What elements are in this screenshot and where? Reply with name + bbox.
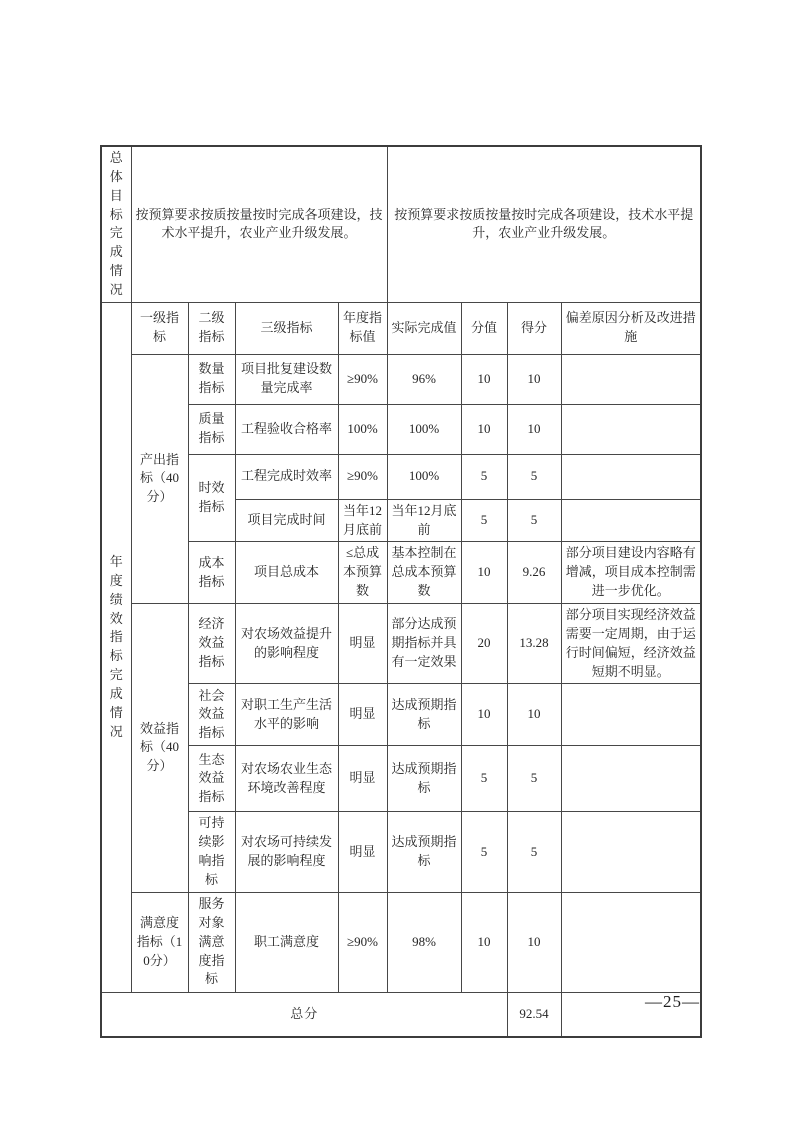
cell-l3: 项目完成时间 xyxy=(235,499,338,542)
cell-l3: 对职工生产生活水平的影响 xyxy=(235,684,338,746)
header-level3-indicator: 三级指标 xyxy=(235,302,338,354)
header-deviation-analysis: 偏差原因分析及改进措施 xyxy=(561,302,701,354)
table-row xyxy=(101,892,701,992)
total-row xyxy=(101,992,701,1037)
cell-l2: 时效指标 xyxy=(188,454,235,542)
cell-target: 当年12月底前 xyxy=(338,499,387,542)
cell-deviation xyxy=(561,684,701,746)
table-row xyxy=(101,746,701,812)
table-row xyxy=(101,812,701,892)
cell-l3: 工程验收合格率 xyxy=(235,404,338,454)
cell-l2: 生态效益指标 xyxy=(188,746,235,812)
header-points: 分值 xyxy=(461,302,507,354)
cell-target: 明显 xyxy=(338,812,387,892)
page-number: —25— xyxy=(645,992,700,1011)
cell-target: 明显 xyxy=(338,746,387,812)
header-score: 得分 xyxy=(507,302,561,354)
group-output-indicators: 产出指标（40分） xyxy=(131,354,188,603)
total-score-label: 总分 xyxy=(101,992,507,1037)
cell-target: ≥90% xyxy=(338,354,387,404)
table-row xyxy=(101,404,701,454)
cell-score: 5 xyxy=(507,812,561,892)
cell-l2: 成本指标 xyxy=(188,542,235,604)
cell-actual: 100% xyxy=(387,404,461,454)
cell-score: 13.28 xyxy=(507,603,561,683)
cell-points: 10 xyxy=(461,542,507,604)
cell-l2: 可持续影响指标 xyxy=(188,812,235,892)
cell-l3: 项目批复建设数量完成率 xyxy=(235,354,338,404)
cell-score: 9.26 xyxy=(507,542,561,604)
cell-actual: 当年12月底前 xyxy=(387,499,461,542)
cell-deviation xyxy=(561,499,701,542)
cell-target: ≤总成本预算数 xyxy=(338,542,387,604)
cell-points: 10 xyxy=(461,354,507,404)
cell-score: 10 xyxy=(507,684,561,746)
cell-l3: 职工满意度 xyxy=(235,892,338,992)
cell-target: 明显 xyxy=(338,603,387,683)
cell-l3: 项目总成本 xyxy=(235,542,338,604)
cell-points: 5 xyxy=(461,499,507,542)
header-level1-indicator: 一级指标 xyxy=(131,302,188,354)
cell-deviation xyxy=(561,404,701,454)
cell-l3: 对农场农业生态环境改善程度 xyxy=(235,746,338,812)
cell-score: 5 xyxy=(507,746,561,812)
cell-score: 10 xyxy=(507,354,561,404)
cell-l3: 对农场可持续发展的影响程度 xyxy=(235,812,338,892)
cell-l3: 对农场效益提升的影响程度 xyxy=(235,603,338,683)
annual-indicators-row-label: 年度绩效指标完成情况 xyxy=(101,302,131,992)
cell-score: 10 xyxy=(507,892,561,992)
cell-actual: 100% xyxy=(387,454,461,499)
cell-target: ≥90% xyxy=(338,892,387,992)
table-row xyxy=(101,603,701,683)
cell-actual: 达成预期指标 xyxy=(387,746,461,812)
cell-points: 5 xyxy=(461,746,507,812)
overall-goal-row xyxy=(101,146,701,302)
cell-actual: 达成预期指标 xyxy=(387,812,461,892)
cell-points: 10 xyxy=(461,684,507,746)
table-row xyxy=(101,542,701,604)
cell-deviation: 部分项目实现经济效益需要一定周期，由于运行时间偏短，经济效益短期不明显。 xyxy=(561,603,701,683)
cell-l2: 社会效益指标 xyxy=(188,684,235,746)
cell-l2: 数量指标 xyxy=(188,354,235,404)
cell-target: 100% xyxy=(338,404,387,454)
cell-l2: 经济效益指标 xyxy=(188,603,235,683)
overall-goal-row-label: 总体目标完成情况 xyxy=(101,146,131,302)
group-benefit-indicators: 效益指标（40分） xyxy=(131,603,188,892)
cell-actual: 达成预期指标 xyxy=(387,684,461,746)
cell-deviation: 部分项目建设内容略有增减，项目成本控制需进一步优化。 xyxy=(561,542,701,604)
cell-target: 明显 xyxy=(338,684,387,746)
cell-points: 10 xyxy=(461,892,507,992)
cell-score: 5 xyxy=(507,454,561,499)
cell-points: 20 xyxy=(461,603,507,683)
cell-points: 5 xyxy=(461,454,507,499)
header-level2-indicator: 二级指标 xyxy=(188,302,235,354)
cell-score: 5 xyxy=(507,499,561,542)
cell-deviation xyxy=(561,812,701,892)
header-annual-target: 年度指标值 xyxy=(338,302,387,354)
cell-actual: 部分达成预期指标并具有一定效果 xyxy=(387,603,461,683)
cell-actual: 98% xyxy=(387,892,461,992)
cell-deviation xyxy=(561,892,701,992)
table-row xyxy=(101,454,701,499)
group-satisfaction-indicators: 满意度指标（10分） xyxy=(131,892,188,992)
cell-deviation xyxy=(561,454,701,499)
table-row xyxy=(101,684,701,746)
cell-l2: 服务对象满意度指标 xyxy=(188,892,235,992)
cell-target: ≥90% xyxy=(338,454,387,499)
cell-actual: 96% xyxy=(387,354,461,404)
column-header-row xyxy=(101,302,701,354)
header-actual-completion: 实际完成值 xyxy=(387,302,461,354)
overall-goal-text-left: 按预算要求按质按量按时完成各项建设，技术水平提升，农业产业升级发展。 xyxy=(131,146,387,302)
total-score-value: 92.54 xyxy=(507,992,561,1037)
cell-actual: 基本控制在总成本预算数 xyxy=(387,542,461,604)
performance-indicator-table xyxy=(100,145,702,1038)
cell-deviation xyxy=(561,354,701,404)
table-row xyxy=(101,354,701,404)
cell-score: 10 xyxy=(507,404,561,454)
cell-points: 10 xyxy=(461,404,507,454)
cell-l2: 质量指标 xyxy=(188,404,235,454)
cell-l3: 工程完成时效率 xyxy=(235,454,338,499)
cell-points: 5 xyxy=(461,812,507,892)
cell-deviation xyxy=(561,746,701,812)
overall-goal-text-right: 按预算要求按质按量按时完成各项建设，技术水平提升，农业产业升级发展。 xyxy=(387,146,701,302)
